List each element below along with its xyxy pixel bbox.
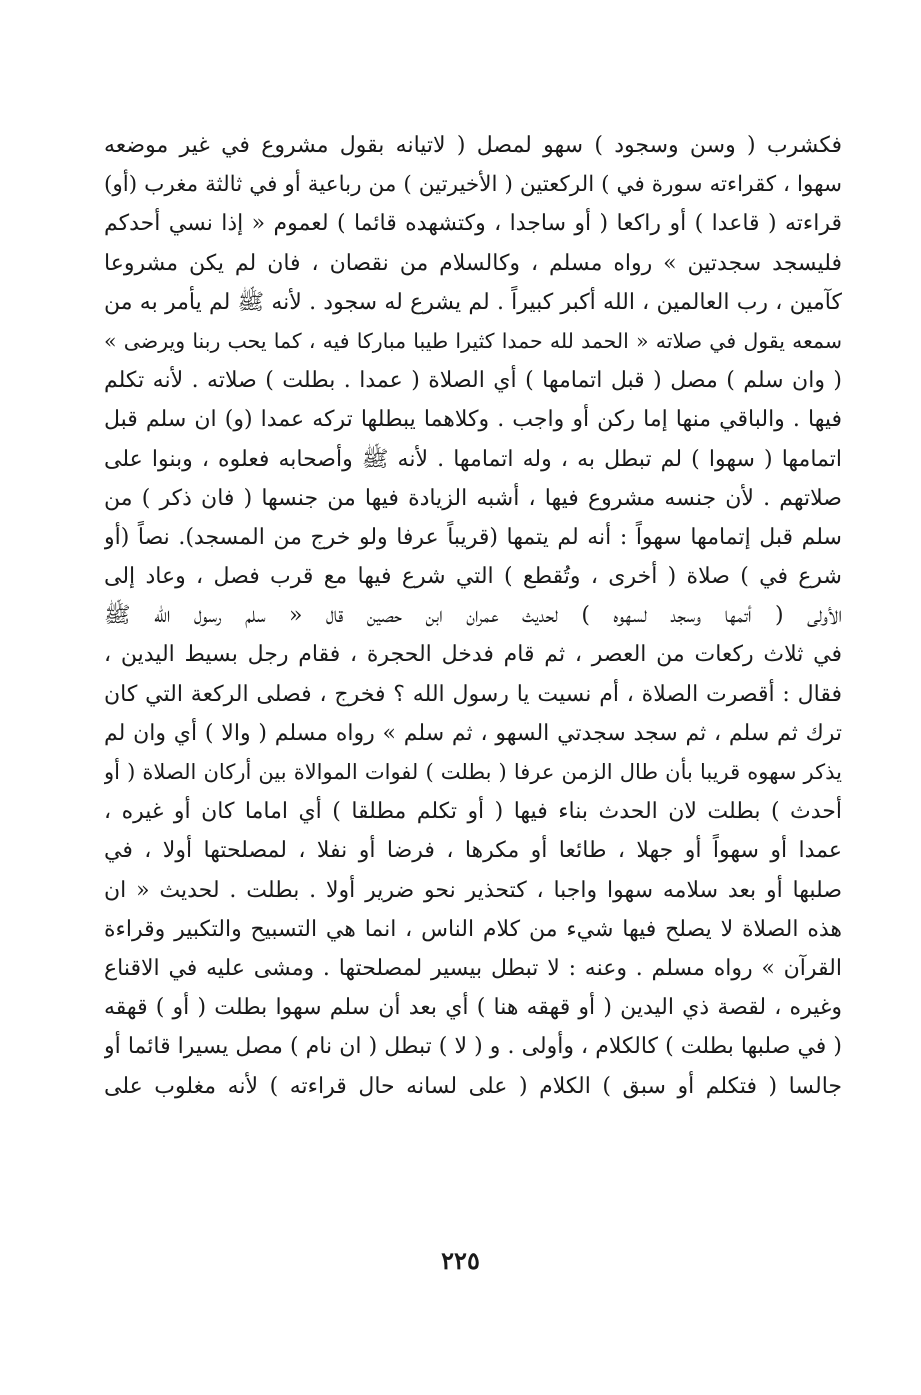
text-line-5: كآمين ، رب العالمين ، الله أكبر كبيراً . لم يشرع له سجود . لأنه ﷺ لم يأمر به من	[104, 289, 842, 315]
text-line-11: سلم قبل إتمامها سهواً : أنه لم يتمها (قريباً عرفا ولو خرج من المسجد). نصاً (أو	[104, 524, 842, 550]
page-number: ٢٢٥	[441, 1246, 480, 1275]
text-line-6: سمعه يقول في صلاته « الحمد لله حمدا كثيرا طيبا مباركا فيه ، كما يحب ربنا ويرضى »	[104, 328, 842, 353]
text-line-23: وغيره ، لقصة ذي اليدين ( أو قهقه هنا ) أي بعد أن سلم سهوا بطلت ( أو ) قهقه	[104, 995, 842, 1021]
text-line-3: قراءته ( قاعدا ) أو راكعا ( أو ساجدا ، وكتشهده قائما ) لعموم « إذا نسي أحدكم	[104, 211, 842, 237]
text-line-9: اتمامها ( سهوا ) لم تبطل به ، وله اتمامها . لأنه ﷺ وأصحابه فعلوه ، وبنوا على	[104, 446, 842, 472]
text-line-7: ( وان سلم ) مصل ( قبل اتمامها ) أي الصلاة ( عمدا . بطلت ) صلاته . لأنه تكلم	[104, 368, 842, 394]
text-line-18: أحدث ) بطلت لان الحدث بناء فيها ( أو تكلم مطلقا ) أي اماما كان أو غيره ،	[104, 799, 842, 825]
body-text	[104, 126, 842, 1106]
text-line-12: شرع في ) صلاة ( أخرى ، وتُقطع ) التي شرع فيها مع قرب فصل ، وعاد إلى	[104, 564, 842, 590]
text-line-10: صلاتهم . لأن جنسه مشروع فيها ، أشبه الزيادة فيها من جنسها ( فان ذكر ) من	[104, 485, 842, 511]
text-line-14: في ثلاث ركعات من العصر ، ثم قام فدخل الحجرة ، فقام رجل بسيط اليدين ،	[104, 642, 842, 668]
text-line-13: الأولى ( أتمها وسجد لسهوه ) لحديث عمران ابن حصين قال « سلم رسول الله ﷺ	[104, 603, 842, 629]
text-line-25: جالسا ( فتكلم أو سبق ) الكلام ( على لسانه حال قراءته ) لأنه مغلوب على	[104, 1073, 842, 1099]
text-line-15: فقال : أقصرت الصلاة ، أم نسيت يا رسول الله ؟ فخرج ، فصلى الركعة التي كان	[104, 681, 842, 707]
text-line-4: فليسجد سجدتين » رواه مسلم ، وكالسلام من نقصان ، فان لم يكن مشروعا	[104, 250, 842, 276]
text-line-22: القرآن » رواه مسلم . وعنه : لا تبطل بيسير لمصلحتها . ومشى عليه في الاقناع	[104, 955, 842, 981]
text-line-8: فيها . والباقي منها إما ركن أو واجب . وكلاهما يبطلها تركه عمدا (و) ان سلم قبل	[104, 407, 842, 433]
text-line-24: ( في صلبها بطلت ) كالكلام ، وأولى . و ( لا ) تبطل ( ان نام ) مصل يسيرا قائما أو	[104, 1034, 842, 1060]
text-line-1: فكشرب ( وسن وسجود ) سهو لمصل ( لاتيانه بقول مشروع في غير موضعه	[104, 133, 842, 158]
text-line-19: عمدا أو سهواً أو جهلا ، طائعا أو مكرها ، فرضا أو نفلا ، لمصلحتها أولا ، في	[104, 838, 842, 864]
text-line-21: هذه الصلاة لا يصلح فيها شيء من كلام الناس ، انما هي التسبيح والتكبير وقراءة	[104, 916, 842, 942]
text-line-17: يذكر سهوه قريبا بأن طال الزمن عرفا ( بطلت ) لفوات الموالاة بين أركان الصلاة ( أو	[104, 760, 842, 784]
text-line-16: ترك ثم سلم ، ثم سجد سجدتي السهو ، ثم سلم » رواه مسلم ( والا ) أي وان لم	[104, 720, 842, 746]
text-line-20: صلبها أو بعد سلامه سهوا واجبا ، كتحذير نحو ضرير أولا . بطلت . لحديث « ان	[104, 877, 842, 903]
text-line-2: سهوا ، كقراءته سورة في ) الركعتين ( الأخيرتين ) من رباعية أو في ثالثة مغرب (أو)	[104, 172, 842, 198]
